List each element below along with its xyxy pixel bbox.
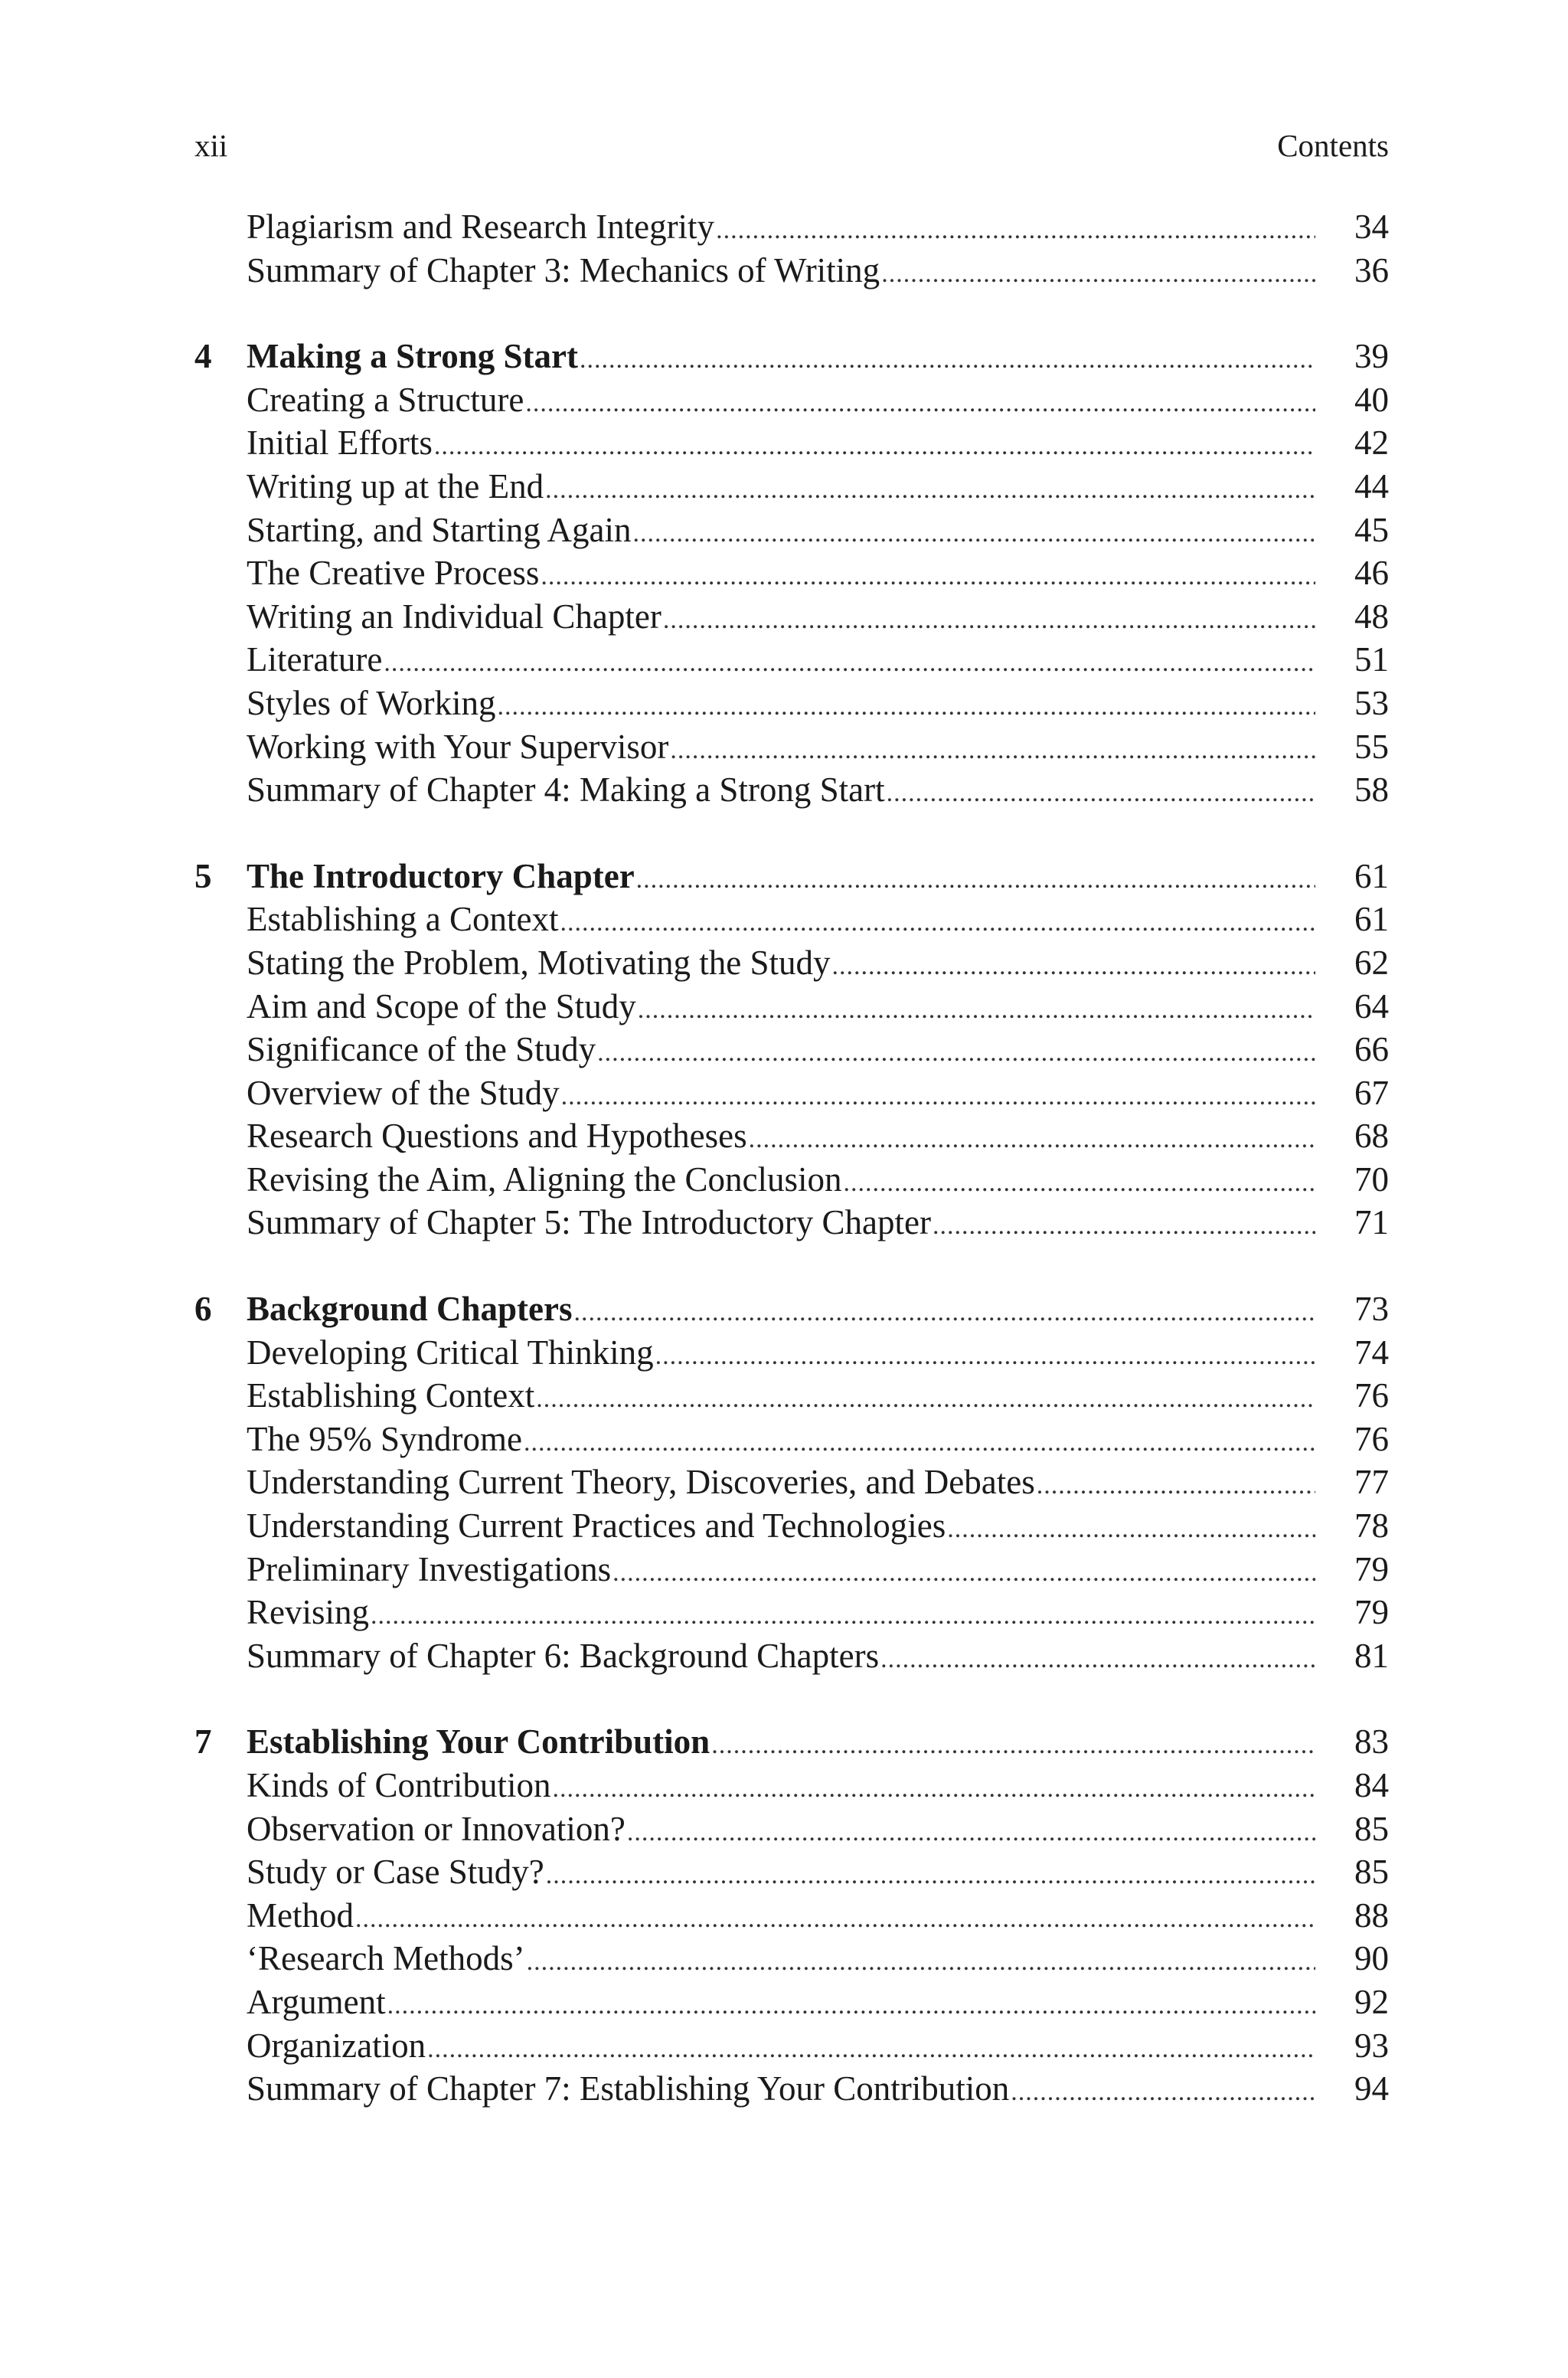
entry-title: Revising the Aim, Aligning the Conclusion: [247, 1160, 842, 1199]
toc-line: [247, 1071, 1315, 1119]
toc-page-number: 73: [1354, 1290, 1389, 1329]
dot-leader: [545, 469, 1315, 512]
entry-title: Research Questions and Hypotheses: [247, 1117, 747, 1156]
dot-leader: [844, 1162, 1315, 1205]
entry-title: The Creative Process: [247, 554, 540, 593]
dot-leader: [887, 772, 1315, 816]
toc-page-number: 76: [1354, 1419, 1389, 1458]
toc-entry-row: [194, 249, 1389, 293]
dot-leader: [524, 1421, 1315, 1465]
toc-line: [247, 421, 1315, 469]
dot-leader: [711, 1724, 1315, 1768]
entry-title: Significance of the Study: [247, 1030, 596, 1069]
dot-leader: [612, 1552, 1315, 1595]
dot-leader: [1011, 2071, 1315, 2115]
toc-line: [247, 1634, 1315, 1682]
toc-line: [247, 1418, 1315, 1465]
dot-leader: [546, 1854, 1315, 1898]
toc-entry-row: [194, 1158, 1389, 1202]
toc-entry-row: [194, 465, 1389, 509]
dot-leader: [636, 859, 1315, 902]
entry-title: Summary of Chapter 4: Making a Strong Start: [247, 770, 885, 810]
toc-line: [247, 1548, 1315, 1595]
toc-line: [247, 1981, 1315, 2028]
toc-line: [247, 1028, 1315, 1075]
toc-group: [194, 855, 1389, 1245]
toc-page-number: 64: [1354, 986, 1389, 1025]
entry-title: Initial Efforts: [247, 424, 433, 463]
toc-line: [247, 1374, 1315, 1421]
toc-line: [247, 1504, 1315, 1552]
dot-leader: [627, 1811, 1315, 1855]
toc-page-number: 76: [1354, 1376, 1389, 1415]
toc-page-number: 44: [1354, 466, 1389, 505]
table-of-contents: [194, 205, 1389, 2154]
dot-leader: [663, 599, 1315, 643]
toc-group: [194, 1720, 1389, 2110]
toc-entry-row: [194, 1331, 1389, 1375]
running-header: [194, 127, 1389, 164]
dot-leader: [498, 685, 1315, 729]
entry-title: Summary of Chapter 5: The Introductory Chapter: [247, 1203, 931, 1242]
dot-leader: [371, 1595, 1315, 1638]
toc-entry-row: [194, 2024, 1389, 2068]
dot-leader: [632, 512, 1315, 556]
entry-title: Overview of the Study: [247, 1073, 560, 1112]
entry-title: Plagiarism and Research Integrity: [247, 208, 715, 246]
toc-entry-row: [194, 2067, 1389, 2111]
toc-line: [247, 1114, 1315, 1162]
toc-entry-row: [194, 1071, 1389, 1115]
toc-page-number: 34: [1354, 208, 1389, 246]
chapter-title: The Introductory Chapter: [247, 856, 635, 895]
entry-title: Kinds of Contribution: [247, 1766, 551, 1804]
entry-title: Establishing Context: [247, 1376, 535, 1415]
toc-line: [247, 595, 1315, 643]
toc-page-number: 39: [1354, 337, 1389, 376]
toc-entry-row: [194, 768, 1389, 812]
toc-group: [194, 205, 1389, 292]
toc-entry-row: [194, 1460, 1389, 1504]
entry-title: Organization: [247, 2026, 426, 2065]
toc-line: [247, 1764, 1315, 1811]
chapter-number: 6: [194, 1290, 212, 1329]
dot-leader: [541, 555, 1315, 599]
toc-page-number: 85: [1354, 1809, 1389, 1848]
dot-leader: [580, 339, 1315, 382]
toc-chapter-row: [194, 335, 1389, 378]
dot-leader: [525, 382, 1315, 426]
toc-entry-row: [194, 1634, 1389, 1678]
dot-leader: [831, 945, 1315, 989]
dot-leader: [574, 1291, 1315, 1335]
dot-leader: [387, 1984, 1315, 2028]
toc-page-number: 70: [1354, 1160, 1389, 1199]
entry-title: Preliminary Investigations: [247, 1549, 612, 1588]
toc-page-number: 79: [1354, 1549, 1389, 1588]
toc-entry-row: [194, 1201, 1389, 1245]
entry-title: Stating the Problem, Motivating the Study: [247, 943, 831, 982]
toc-entry-row: [194, 1504, 1389, 1548]
toc-entry-row: [194, 551, 1389, 595]
toc-entry-row: [194, 638, 1389, 682]
dot-leader: [427, 2028, 1315, 2072]
dot-leader: [947, 1508, 1315, 1552]
toc-entry-row: [194, 1937, 1389, 1981]
toc-page-number: 61: [1354, 856, 1389, 895]
entry-title: Working with Your Supervisor: [247, 727, 669, 766]
toc-entry-row: [194, 1374, 1389, 1418]
dot-leader: [638, 989, 1315, 1032]
toc-entry-row: [194, 1548, 1389, 1591]
dot-leader: [880, 1638, 1315, 1682]
running-section-title: Contents: [1277, 128, 1389, 163]
toc-line: [247, 768, 1315, 816]
dot-leader: [881, 253, 1315, 296]
toc-entry-row: [194, 898, 1389, 941]
dot-leader: [933, 1205, 1315, 1248]
toc-page-number: 77: [1354, 1463, 1389, 1502]
entry-title: Literature: [247, 640, 383, 679]
toc-page-number: 46: [1354, 554, 1389, 593]
toc-line: [247, 205, 1315, 253]
toc-line: [247, 682, 1315, 729]
chapter-title: Making a Strong Start: [247, 337, 578, 376]
dot-leader: [527, 1941, 1315, 1984]
toc-page-number: 83: [1354, 1722, 1389, 1761]
toc-entry-row: [194, 1764, 1389, 1807]
chapter-number: 4: [194, 337, 212, 376]
toc-page-number: 94: [1354, 2069, 1389, 2108]
toc-page-number: 84: [1354, 1766, 1389, 1804]
dot-leader: [434, 425, 1315, 469]
dot-leader: [560, 901, 1315, 945]
toc-page-number: 79: [1354, 1593, 1389, 1632]
toc-line: [247, 2024, 1315, 2072]
toc-entry-row: [194, 205, 1389, 249]
entry-title: Argument: [247, 1982, 386, 2021]
toc-page-number: 92: [1354, 1982, 1389, 2021]
toc-entry-row: [194, 1894, 1389, 1938]
dot-leader: [597, 1032, 1315, 1075]
toc-line: [247, 638, 1315, 685]
entry-title: Understanding Current Theory, Discoveries, and Debates: [247, 1463, 1035, 1502]
entry-title: Observation or Innovation?: [247, 1809, 626, 1848]
toc-entry-row: [194, 985, 1389, 1029]
toc-line: [247, 465, 1315, 512]
toc-entry-row: [194, 1981, 1389, 2024]
page-number: xii: [194, 128, 228, 163]
entry-title: ‘Research Methods’: [247, 1939, 525, 1978]
toc-page-number: 62: [1354, 943, 1389, 982]
toc-line: [247, 1287, 1315, 1335]
dot-leader: [670, 729, 1315, 773]
toc-line: [247, 898, 1315, 945]
toc-line: [247, 509, 1315, 556]
toc-entry-row: [194, 1418, 1389, 1461]
dot-leader: [716, 209, 1315, 253]
toc-line: [247, 1807, 1315, 1855]
toc-line: [247, 1720, 1315, 1768]
toc-line: [247, 855, 1315, 902]
toc-line: [247, 1158, 1315, 1205]
entry-title: Writing an Individual Chapter: [247, 597, 662, 636]
entry-title: Method: [247, 1896, 354, 1935]
toc-line: [247, 1591, 1315, 1638]
toc-page-number: 51: [1354, 640, 1389, 679]
toc-page-number: 58: [1354, 770, 1389, 810]
dot-leader: [655, 1335, 1315, 1379]
chapter-number: 7: [194, 1722, 212, 1761]
toc-line: [247, 378, 1315, 426]
toc-page-number: 66: [1354, 1030, 1389, 1069]
toc-entry-row: [194, 595, 1389, 639]
toc-line: [247, 725, 1315, 773]
toc-page-number: 67: [1354, 1073, 1389, 1112]
toc-line: [247, 941, 1315, 989]
toc-entry-row: [194, 725, 1389, 769]
toc-line: [247, 2067, 1315, 2115]
toc-line: [247, 1894, 1315, 1941]
toc-line: [247, 1850, 1315, 1898]
toc-entry-row: [194, 1807, 1389, 1851]
toc-page-number: 78: [1354, 1506, 1389, 1546]
toc-page-number: 48: [1354, 597, 1389, 636]
toc-entry-row: [194, 421, 1389, 465]
toc-page-number: 81: [1354, 1636, 1389, 1675]
entry-title: Creating a Structure: [247, 380, 524, 419]
entry-title: Establishing a Context: [247, 900, 559, 939]
entry-title: Styles of Working: [247, 683, 496, 722]
entry-title: Writing up at the End: [247, 466, 544, 505]
toc-page-number: 93: [1354, 2026, 1389, 2065]
entry-title: Revising: [247, 1593, 370, 1632]
toc-entry-row: [194, 1028, 1389, 1071]
dot-leader: [536, 1378, 1315, 1421]
toc-line: [247, 335, 1315, 382]
entry-title: Developing Critical Thinking: [247, 1333, 654, 1372]
dot-leader: [749, 1118, 1315, 1162]
chapter-number: 5: [194, 856, 212, 895]
toc-entry-row: [194, 509, 1389, 552]
toc-chapter-row: [194, 1287, 1389, 1331]
chapter-title: Background Chapters: [247, 1290, 573, 1329]
toc-line: [247, 249, 1315, 296]
toc-entry-row: [194, 1850, 1389, 1894]
toc-page-number: 53: [1354, 683, 1389, 722]
dot-leader: [384, 642, 1315, 685]
toc-entry-row: [194, 378, 1389, 422]
chapter-title: Establishing Your Contribution: [247, 1722, 710, 1761]
entry-title: Summary of Chapter 6: Background Chapters: [247, 1636, 880, 1675]
toc-entry-row: [194, 1591, 1389, 1634]
toc-line: [247, 1460, 1315, 1508]
toc-page-number: 85: [1354, 1853, 1389, 1892]
dot-leader: [355, 1898, 1315, 1941]
toc-page-number: 71: [1354, 1203, 1389, 1242]
toc-page-number: 74: [1354, 1333, 1389, 1372]
toc-entry-row: [194, 1114, 1389, 1158]
toc-line: [247, 551, 1315, 599]
toc-chapter-row: [194, 855, 1389, 898]
toc-page-number: 42: [1354, 424, 1389, 463]
toc-page-number: 90: [1354, 1939, 1389, 1978]
toc-page-number: 88: [1354, 1896, 1389, 1935]
toc-group: [194, 335, 1389, 812]
entry-title: Understanding Current Practices and Technologies: [247, 1506, 946, 1546]
toc-page-number: 45: [1354, 510, 1389, 549]
dot-leader: [553, 1768, 1315, 1811]
entry-title: Summary of Chapter 7: Establishing Your Contribution: [247, 2069, 1010, 2108]
toc-chapter-row: [194, 1720, 1389, 1764]
entry-title: Aim and Scope of the Study: [247, 986, 636, 1025]
entry-title: Study or Case Study?: [247, 1853, 544, 1892]
toc-page-number: 61: [1354, 900, 1389, 939]
toc-line: [247, 1937, 1315, 1984]
toc-entry-row: [194, 941, 1389, 985]
entry-title: Starting, and Starting Again: [247, 510, 632, 549]
entry-title: The 95% Syndrome: [247, 1419, 522, 1458]
toc-line: [247, 985, 1315, 1032]
toc-line: [247, 1201, 1315, 1248]
toc-page-number: 40: [1354, 380, 1389, 419]
toc-page-number: 55: [1354, 727, 1389, 766]
dot-leader: [561, 1075, 1315, 1119]
toc-page-number: 36: [1354, 250, 1389, 289]
toc-page-number: 68: [1354, 1117, 1389, 1156]
dot-leader: [1037, 1464, 1315, 1508]
entry-title: Summary of Chapter 3: Mechanics of Writing: [247, 250, 880, 289]
toc-group: [194, 1287, 1389, 1677]
toc-entry-row: [194, 682, 1389, 725]
toc-line: [247, 1331, 1315, 1379]
